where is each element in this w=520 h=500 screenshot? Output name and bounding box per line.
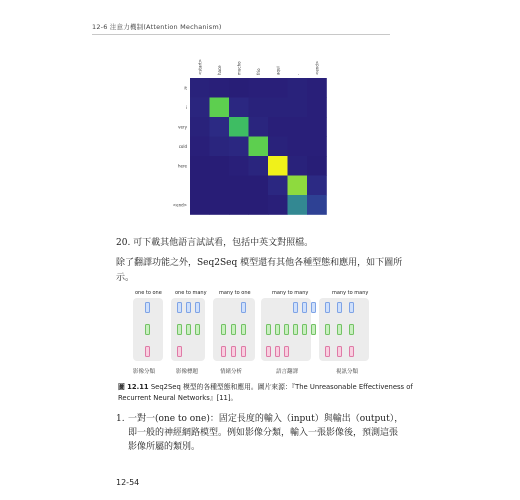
diagram-caption-2: 影像標題	[176, 369, 199, 375]
diagram-output-box	[325, 302, 330, 313]
diagram-caption-3: 情緒分析	[220, 369, 243, 375]
heatmap-row-label: it	[184, 85, 187, 91]
diagram-hidden-box	[293, 324, 298, 335]
diagram-hidden-box	[284, 324, 289, 335]
heatmap-cell	[307, 117, 327, 137]
diagram-output-box	[145, 302, 150, 313]
heatmap-cell	[268, 195, 288, 215]
diagram-input-box	[337, 346, 342, 357]
heatmap-cell	[229, 78, 249, 98]
heatmap-cell	[307, 78, 327, 98]
heatmap-cell	[268, 156, 288, 176]
heatmap-cell	[288, 176, 308, 196]
heatmap-cell	[249, 195, 269, 215]
heatmap-cell	[288, 78, 308, 98]
heatmap-cell	[190, 98, 210, 118]
diagram-input-box	[221, 346, 226, 357]
diagram-input-box	[177, 346, 182, 357]
heatmap-cell	[210, 98, 230, 118]
heatmap-row-label: here	[177, 163, 187, 169]
heatmap-col-label: hace	[216, 65, 222, 75]
diagram-output-box	[293, 302, 298, 313]
heatmap-cell	[229, 98, 249, 118]
figure-caption-text: Seq2Seq 模型的各種型態和應用。圖片來源：『The Unreasonable Effectiveness of Recurrent Neural Networks』[11]。	[118, 383, 413, 402]
heatmap-cell	[268, 176, 288, 196]
page-number: 12-54	[116, 478, 140, 487]
diagram-hidden-box	[275, 324, 280, 335]
diagram-title-many-to-one: many to one	[219, 290, 251, 296]
heatmap-cell	[210, 176, 230, 196]
diagram-hidden-box	[311, 324, 316, 335]
diagram-caption-1: 影像分類	[133, 369, 156, 375]
diagram-title-many-to-many-b: many to many	[332, 290, 369, 296]
running-header: 12-6 注意力機制(Attention Mechanism)	[92, 23, 222, 31]
diagram-title-one-to-many: one to many	[175, 290, 207, 296]
diagram-title-many-to-many-a: many to many	[272, 290, 309, 296]
heatmap-cell	[307, 156, 327, 176]
diagram-output-box	[195, 302, 200, 313]
heatmap-cell	[268, 117, 288, 137]
heatmap-row-label: very	[178, 124, 187, 130]
heatmap-cell	[190, 156, 210, 176]
diagram-output-box	[349, 302, 354, 313]
heatmap-cell	[288, 137, 308, 157]
heatmap-cell	[307, 98, 327, 118]
heatmap-cell	[307, 137, 327, 157]
diagram-hidden-box	[231, 324, 236, 335]
heatmap-cell	[229, 156, 249, 176]
heatmap-cell	[210, 195, 230, 215]
heatmap-col-label: <end>	[314, 60, 320, 75]
diagram-hidden-box	[177, 324, 182, 335]
diagram-input-box	[145, 346, 150, 357]
intro-paragraph: 除了翻譯功能之外，Seq2Seq 模型還有其他各種型態和應用，如下圖所示。	[116, 258, 403, 283]
diagram-output-box	[302, 302, 307, 313]
diagram-hidden-box	[302, 324, 307, 335]
heatmap-cell	[249, 98, 269, 118]
heatmap-cell	[229, 195, 249, 215]
diagram-output-box	[311, 302, 316, 313]
attention-heatmap	[0, 0, 520, 235]
heatmap-cell	[268, 98, 288, 118]
heatmap-col-label: mucho	[236, 61, 242, 75]
heatmap-cell	[307, 176, 327, 196]
heatmap-cell	[190, 176, 210, 196]
heatmap-row-label: cold	[178, 143, 187, 149]
list-item-number: 1.	[116, 414, 125, 424]
diagram-input-box	[284, 346, 289, 357]
heatmap-cell	[249, 78, 269, 98]
heatmap-cell	[307, 195, 327, 215]
diagram-hidden-box	[221, 324, 226, 335]
heatmap-cell	[249, 156, 269, 176]
heatmap-cell	[249, 176, 269, 196]
step-20-text: 20. 可下載其他語言試試看，包括中英文對照檔。	[116, 238, 314, 248]
diagram-title-one-to-one: one to one	[135, 290, 162, 296]
heatmap-cell	[210, 137, 230, 157]
diagram-hidden-box	[266, 324, 271, 335]
heatmap-row-label: i	[185, 104, 187, 110]
heatmap-col-label: <start>	[197, 58, 203, 75]
diagram-output-box	[186, 302, 191, 313]
heatmap-cell	[190, 195, 210, 215]
heatmap-col-label: aqui	[275, 66, 281, 75]
heatmap-cell	[288, 195, 308, 215]
heatmap-cell	[229, 117, 249, 137]
diagram-caption-4: 語言翻譯	[276, 369, 299, 375]
diagram-output-box	[337, 302, 342, 313]
diagram-hidden-box	[186, 324, 191, 335]
diagram-input-box	[241, 346, 246, 357]
heatmap-cell	[268, 78, 288, 98]
diagram-input-box	[266, 346, 271, 357]
diagram-hidden-box	[349, 324, 354, 335]
heatmap-cell	[229, 137, 249, 157]
heatmap-cell	[249, 137, 269, 157]
figure-number: 圖 12.11	[118, 383, 149, 391]
heatmap-cell	[210, 78, 230, 98]
heatmap-cell	[288, 117, 308, 137]
diagram-input-box	[325, 346, 330, 357]
heatmap-row-label: <end>	[172, 202, 187, 208]
diagram-output-box	[177, 302, 182, 313]
list-item-text: 一對一(one to one)：固定長度的輸入（input）與輸出（output），即一般的神經網路模型。例如影像分類，輸入一張影像後，預測這張影像所屬的類別。	[128, 414, 404, 452]
heatmap-cell	[210, 117, 230, 137]
heatmap-cell	[268, 137, 288, 157]
heatmap-cell	[190, 137, 210, 157]
figure-caption	[118, 382, 418, 404]
heatmap-col-label: frio	[255, 68, 261, 75]
diagram-output-box	[241, 302, 246, 313]
diagram-caption-5: 視訊分類	[336, 369, 359, 375]
diagram-input-box	[231, 346, 236, 357]
heatmap-cell	[288, 156, 308, 176]
diagram-hidden-box	[325, 324, 330, 335]
heatmap-cell	[190, 117, 210, 137]
seq2seq-diagram	[133, 288, 371, 362]
diagram-hidden-box	[195, 324, 200, 335]
heatmap-cell	[229, 176, 249, 196]
heatmap-cell	[249, 117, 269, 137]
diagram-hidden-box	[145, 324, 150, 335]
diagram-hidden-box	[337, 324, 342, 335]
diagram-hidden-box	[241, 324, 246, 335]
diagram-input-box	[275, 346, 280, 357]
heatmap-cell	[288, 98, 308, 118]
heatmap-col-label: .	[294, 73, 300, 75]
heatmap-cell	[190, 78, 210, 98]
diagram-input-box	[349, 346, 354, 357]
heatmap-cell	[210, 156, 230, 176]
